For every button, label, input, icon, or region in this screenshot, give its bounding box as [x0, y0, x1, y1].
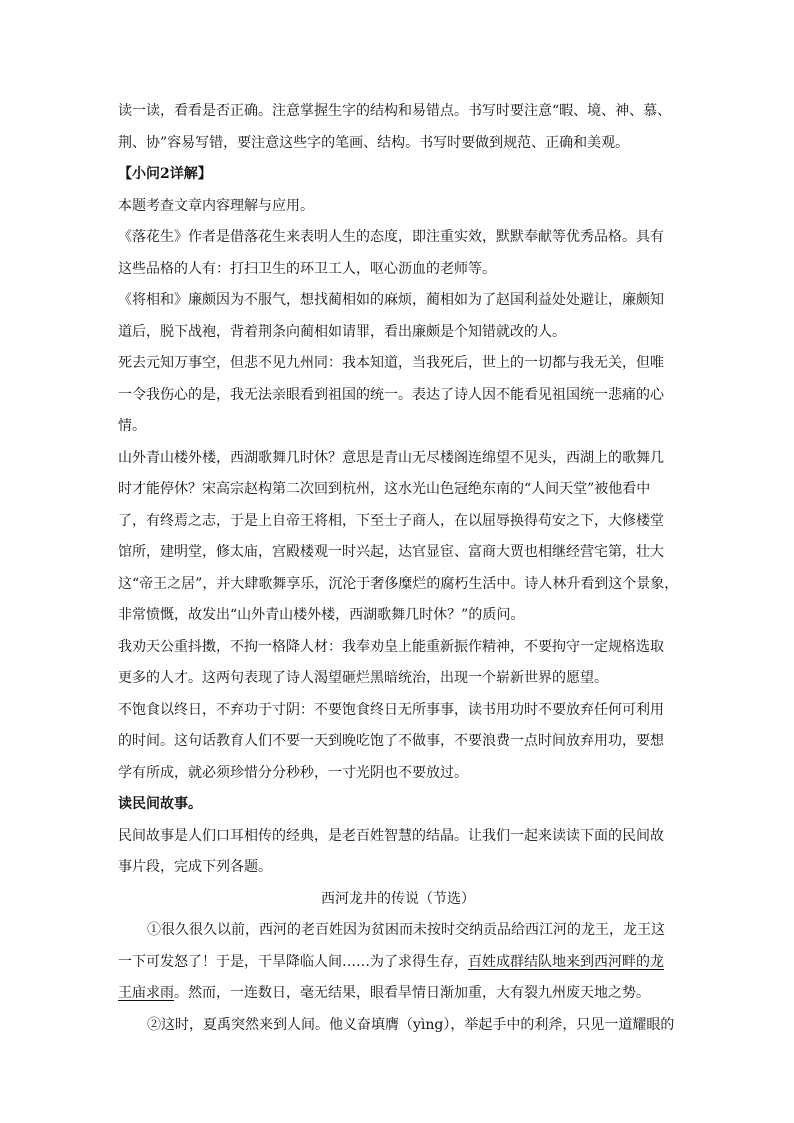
text-line: 不饱食以终日，不弃功于寸阴：不要饱食终日无所事事，读书用功时不要放弃任何可利用 — [118, 701, 664, 718]
text-line — [118, 978, 678, 1010]
text-line: ②这时，夏禹突然来到人间。他义奋填膺（yìng），举起手中的利斧，只见一道耀眼的 — [147, 1016, 675, 1033]
text-line: 时才能停休？宋高宗赵构第二次回到杭州，这水光山色冠绝东南的“人间天堂”被他看中 — [118, 481, 651, 497]
text-line: 馆所，建明堂，修太庙，宫殿楼观一时兴起，达官显宦、富商大贾也相继经营宅第，壮大 — [118, 544, 664, 560]
text-line — [118, 947, 678, 979]
text-line: 一令我伤心的是，我无法亲眼看到祖国的统一。表达了诗人因不能看见祖国统一悲痛的心 — [118, 386, 664, 403]
text-line: 死去元知万事空，但悲不见九州同：我本知道，当我死后，世上的一切都与我无关，但唯 — [118, 355, 664, 371]
text-line: 我劝天公重抖擞，不拘一格降人材：我奉劝皇上能重新振作精神，不要拘守一定规格选取 — [118, 638, 664, 655]
underlined-text: 百姓成群结队地来到西河畔的龙 — [468, 953, 664, 970]
section-heading: 【小问2详解】 — [118, 166, 212, 182]
text-line: 《将相和》廉颇因为不服气，想找蔺相如的麻烦，蔺相如为了赵国利益处处避让，廉颇知 — [118, 292, 664, 308]
document-page — [118, 96, 678, 1041]
underlined-text: 王庙求雨 — [118, 985, 174, 1001]
passage-title: 西河龙井的传说（节选） — [321, 890, 475, 907]
text-segment: 一下可发怒了！于是，干旱降临人间……为了求得生存， — [118, 953, 468, 970]
section-heading: 读民间故事。 — [118, 796, 202, 812]
text-line: 的时间。这句话教育人们不要一天到晚吃饱了不做事，不要浪费一点时间放弃用功，要想 — [118, 733, 664, 749]
text-line: 荆、协”容易写错，要注意这些字的笔画、结构。书写时要做到规范、正确和美观。 — [118, 134, 630, 151]
text-line: 非常愤慨，故发出“山外青山楼外楼，西湖歌舞几时休？”的质问。 — [118, 607, 525, 623]
text-line: 道后，脱下战袍，背着荆条向蔺相如请罪，看出廉颇是个知错就改的人。 — [118, 323, 566, 340]
text-line: 更多的人才。这两句表现了诗人渴望砸烂黑暗统治，出现一个崭新世界的愿望。 — [118, 670, 608, 686]
text-line: 读一读，看看是否正确。注意掌握生字的结构和易错点。书写时要注意“暇、境、神、慕、 — [118, 103, 672, 119]
text-line: 了，有终焉之志，于是上自帝王将相，下至士子商人，在以屈辱换得苟安之下，大修楼堂 — [118, 512, 664, 529]
text-line: 山外青山楼外楼，西湖歌舞几时休？意思是青山无尽楼阁连绵望不见头，西湖上的歌舞几 — [118, 449, 664, 466]
text-line: ①很久很久以前，西河的老百姓因为贫困而未按时交纳贡品给西江河的龙王，龙王这 — [147, 922, 665, 938]
text-line: 事片段，完成下列各题。 — [118, 859, 272, 875]
text-line: 本题考查文章内容理解与应用。 — [118, 197, 314, 214]
text-segment: 。然而，一连数日，毫无结果，眼看旱情日渐加重，大有裂九州废天地之势。 — [174, 985, 650, 1001]
text-line: 学有所成，就必须珍惜分分秒秒，一寸光阴也不要放过。 — [118, 764, 468, 781]
text-line: 这些品格的人有：打扫卫生的环卫工人，呕心沥血的老师等。 — [118, 260, 496, 277]
text-line: 民间故事是人们口耳相传的经典，是老百姓智慧的结晶。让我们一起来读读下面的民间故 — [118, 827, 664, 844]
text-line: 这“帝王之居”，并大肆歌舞享乐，沉沦于奢侈糜烂的腐朽生活中。诗人林升看到这个景象， — [118, 575, 678, 592]
text-line: 《落花生》作者是借落花生来表明人生的态度，即注重实效，默默奉献等优秀品格。具有 — [118, 229, 664, 245]
text-line: 情。 — [118, 418, 146, 434]
